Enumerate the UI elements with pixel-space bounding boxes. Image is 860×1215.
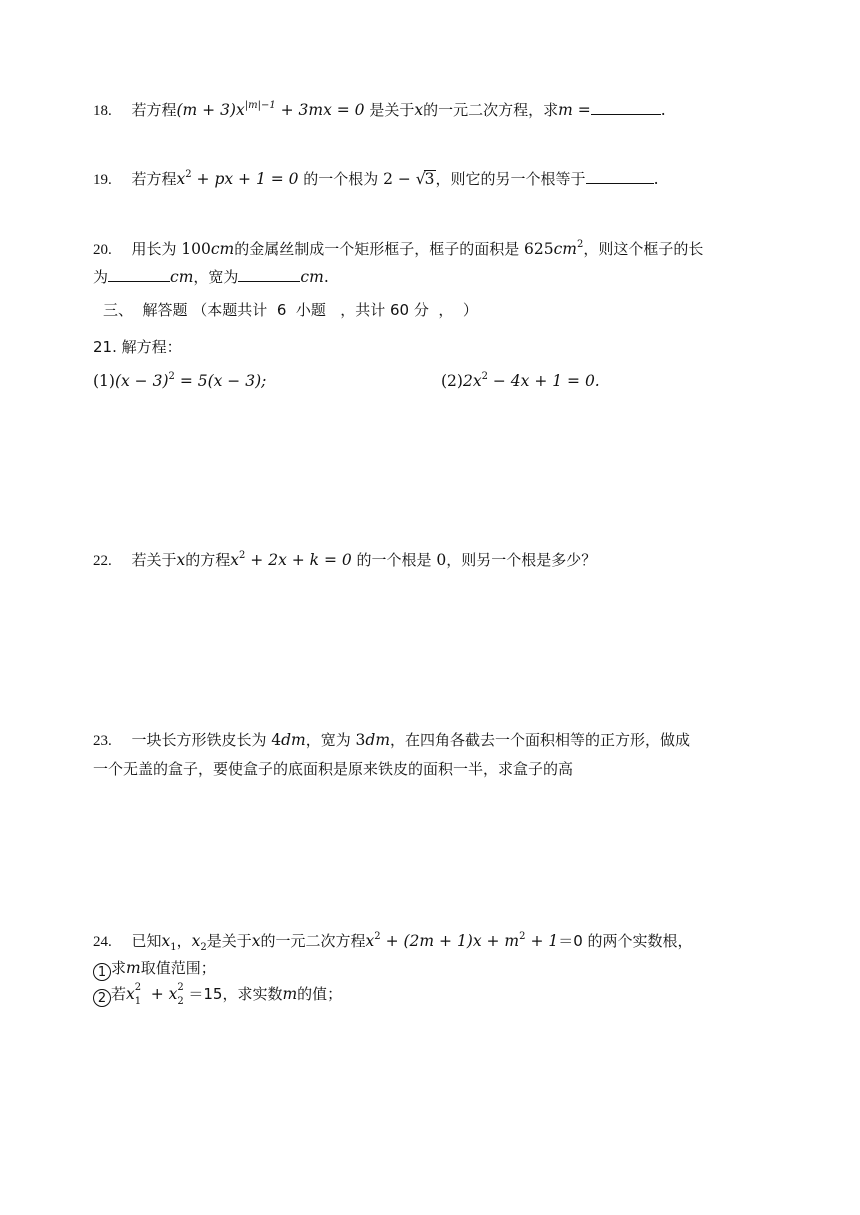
answer-blank-length[interactable] bbox=[108, 266, 170, 282]
answer-blank-width[interactable] bbox=[238, 266, 300, 282]
root-value: 2 − bbox=[383, 170, 416, 188]
question-21-part-1 bbox=[93, 370, 266, 392]
sup-sub-stack bbox=[177, 982, 188, 1007]
variable: m bbox=[126, 959, 141, 977]
length-value: 100 bbox=[181, 240, 211, 258]
exponent: 2 bbox=[168, 371, 175, 382]
variable: x bbox=[126, 985, 135, 1003]
unit: cm bbox=[210, 240, 235, 258]
equation: x bbox=[176, 170, 186, 188]
variable: x bbox=[251, 932, 261, 950]
answer-blank[interactable] bbox=[586, 168, 654, 184]
question-text: 的一个根是 bbox=[351, 551, 437, 569]
root-value: 0 bbox=[436, 551, 447, 569]
unit: cm bbox=[300, 268, 324, 286]
variable: x bbox=[191, 932, 201, 950]
width-value: 3 bbox=[355, 731, 366, 749]
variable: x bbox=[168, 985, 178, 1003]
question-21 bbox=[93, 336, 182, 358]
question-text: 是关于 bbox=[206, 932, 252, 950]
answer-blank[interactable] bbox=[591, 99, 661, 115]
question-number: 19. bbox=[93, 172, 112, 188]
question-text: 用长为 bbox=[131, 240, 182, 258]
equation: − 4x + 1 = 0. bbox=[487, 372, 600, 390]
equation: ＝15 bbox=[188, 985, 223, 1003]
end-mark: . bbox=[323, 268, 329, 286]
equation: + (2m + 1)x + m bbox=[380, 932, 520, 950]
unit: dm bbox=[281, 731, 306, 749]
question-text: 的一个根为 bbox=[298, 170, 384, 188]
question-number: 22. bbox=[93, 553, 112, 569]
question-23-line-2 bbox=[93, 758, 573, 780]
section-heading bbox=[103, 299, 478, 321]
question-number: 23. bbox=[93, 733, 112, 749]
item-text: 取值范围； bbox=[140, 959, 216, 977]
exponent: 2 bbox=[239, 550, 246, 561]
question-text: ＝0 的两个实数根， bbox=[558, 932, 693, 950]
question-24-item-2 bbox=[93, 983, 342, 1007]
question-23 bbox=[93, 729, 690, 752]
question-text: 的方程 bbox=[185, 551, 231, 569]
question-text: ，宽为 bbox=[305, 731, 356, 749]
sup-sub-stack bbox=[134, 982, 146, 1007]
variable: x bbox=[161, 932, 171, 950]
question-text: 一个无盖的盒子，要使盒子的底面积是原来铁皮的面积一半，求盒子的高 bbox=[93, 760, 574, 778]
equation: + 2x + k = 0 bbox=[245, 551, 352, 569]
length-value: 4 bbox=[271, 731, 282, 749]
question-text: 一块长方形铁皮长为 bbox=[131, 731, 272, 749]
superscript: 2 bbox=[177, 982, 184, 993]
question-text: 是关于 bbox=[364, 101, 415, 119]
exponent: 2 bbox=[519, 931, 526, 942]
exponent: 2 bbox=[481, 371, 488, 382]
separator: ， bbox=[176, 932, 192, 950]
question-number: 20. bbox=[93, 242, 112, 258]
variable: m bbox=[282, 985, 298, 1003]
variable: x bbox=[414, 101, 424, 119]
question-20-line-2 bbox=[93, 266, 329, 288]
end-mark: . bbox=[660, 101, 666, 119]
subscript: 2 bbox=[177, 996, 184, 1007]
question-text: ，则另一个根是多少？ bbox=[446, 551, 597, 569]
question-text: ，则它的另一个根等于 bbox=[435, 170, 586, 188]
circled-number-icon: 2 bbox=[93, 989, 111, 1007]
subscript: 1 bbox=[134, 996, 142, 1007]
question-24-item-1 bbox=[93, 957, 216, 981]
operator: + bbox=[145, 985, 169, 1003]
equation: + 3mx = 0 bbox=[275, 101, 365, 119]
part-label: (1) bbox=[93, 372, 115, 390]
question-text: 已知 bbox=[131, 932, 162, 950]
exponent: 2 bbox=[374, 931, 381, 942]
exponent: 2 bbox=[577, 239, 584, 250]
sqrt-value: 3 bbox=[424, 170, 435, 188]
equation: (x − 3) bbox=[114, 372, 169, 390]
question-21-part-2 bbox=[441, 370, 600, 392]
question-text: ，则这个框子的长 bbox=[583, 240, 704, 258]
exponent: 2 bbox=[185, 169, 192, 180]
superscript: 2 bbox=[134, 982, 142, 993]
sqrt-symbol: √ bbox=[415, 170, 426, 188]
equation: = bbox=[572, 101, 591, 119]
question-19 bbox=[93, 168, 659, 191]
question-24 bbox=[93, 930, 693, 953]
question-text: 为 bbox=[93, 268, 109, 286]
equation: = 5(x − 3); bbox=[174, 372, 267, 390]
question-number: 24. bbox=[93, 934, 112, 950]
equation: + px + 1 = 0 bbox=[191, 170, 299, 188]
equation: x bbox=[230, 551, 239, 569]
section-label: 三、 解答题 （本题共计 6 小题 ，共计 60 分 ， ） bbox=[103, 301, 478, 319]
question-text: ，宽为 bbox=[193, 268, 239, 286]
equation: x bbox=[365, 932, 375, 950]
question-text: 的一元二次方程 bbox=[260, 932, 366, 950]
unit: dm bbox=[365, 731, 391, 749]
question-text: 若方程 bbox=[131, 101, 177, 119]
question-20 bbox=[93, 238, 703, 261]
variable: m bbox=[558, 101, 573, 119]
question-text: 的金属丝制成一个矩形框子，框子的面积是 bbox=[234, 240, 525, 258]
item-text: 的值； bbox=[297, 985, 343, 1003]
question-text: 若方程 bbox=[131, 170, 177, 188]
unit: cm bbox=[553, 240, 577, 258]
question-text: 的一元二次方程，求 bbox=[423, 101, 559, 119]
equation: + 1 bbox=[525, 932, 559, 950]
circled-number-icon: 1 bbox=[93, 963, 111, 981]
unit: cm bbox=[170, 268, 194, 286]
question-22 bbox=[93, 549, 596, 572]
equation: (m + 3)x bbox=[176, 101, 245, 119]
question-text: 若关于 bbox=[131, 551, 177, 569]
question-number: 18. bbox=[93, 103, 112, 119]
exponent: |m|−1 bbox=[244, 100, 276, 111]
area-value: 625 bbox=[524, 240, 554, 258]
subscript: 1 bbox=[170, 942, 177, 953]
item-text: 若 bbox=[111, 985, 127, 1003]
item-text: ，求实数 bbox=[222, 985, 283, 1003]
question-18 bbox=[93, 99, 666, 122]
item-text: 求 bbox=[111, 959, 127, 977]
part-label: (2) bbox=[441, 372, 463, 390]
subscript: 2 bbox=[200, 942, 207, 953]
question-text: ，在四角各截去一个面积相等的正方形，做成 bbox=[390, 731, 691, 749]
end-mark: . bbox=[653, 170, 659, 188]
equation: 2x bbox=[462, 372, 482, 390]
variable: x bbox=[176, 551, 186, 569]
question-title: 21. 解方程： bbox=[93, 338, 182, 356]
